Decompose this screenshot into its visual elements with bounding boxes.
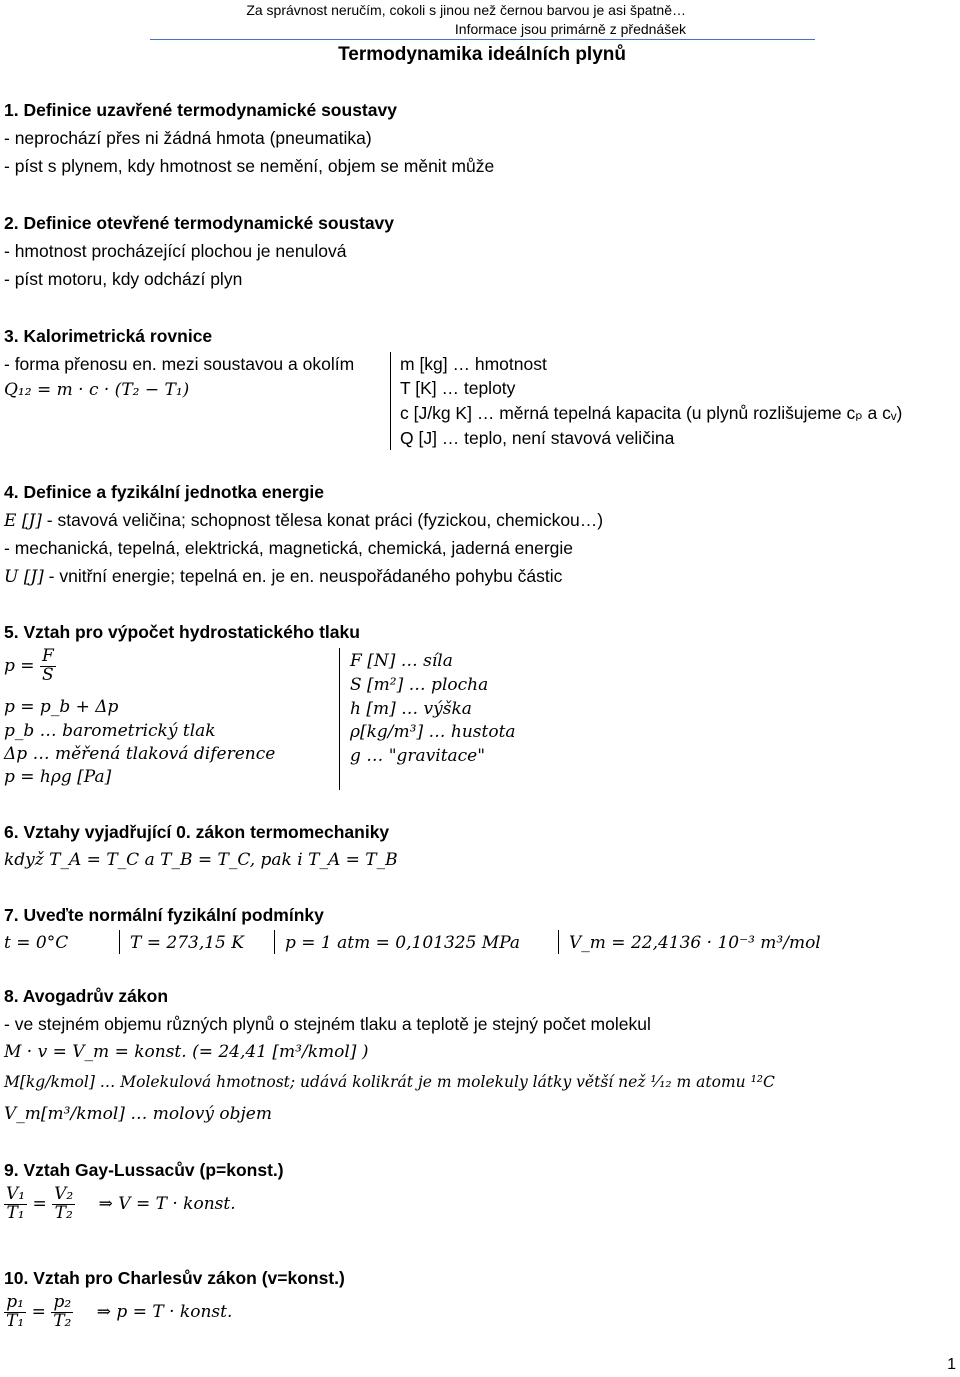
internal-energy-symbol: U [J] [4, 567, 44, 587]
s4-heading: 4. Definice a fyzikální jednotka energie [4, 482, 324, 502]
header-underline [150, 39, 815, 40]
s3-formula: Q₁₂ = m · c · (T₂ − T₁) [4, 380, 190, 400]
s10-formula [4, 1294, 232, 1331]
equals-sign: = [32, 1193, 47, 1214]
s3-legend-item: c [J/kg K] … měrná tepelná kapacita (u plynů rozlišujeme cₚ a cᵥ) [400, 403, 903, 423]
s5-legend-item: F [N] … síla [350, 651, 453, 671]
s5-f1-lhs: p = [4, 655, 40, 676]
s5-legend-item: g … "gravitace" [350, 746, 486, 766]
s8-molecular-mass: M[kg/kmol] … Molekulová hmotnost; udává kolikrát je m molekuly látky větší než ¹⁄₁₂ m atomu ¹²C [4, 1073, 775, 1091]
s10-heading: 10. Vztah pro Charlesův zákon (v=konst.) [4, 1268, 345, 1288]
s7-divider [274, 930, 275, 954]
s7-temperature-c: t = 0°C [4, 933, 69, 953]
energy-symbol: E [J] [4, 511, 42, 531]
s5-legend-item: h [m] … výška [350, 699, 472, 719]
s10-rhs: ⇒ p = T · konst. [96, 1301, 233, 1322]
s3-legend-item: m [kg] … hmotnost [400, 354, 547, 374]
page-title: Termodynamika ideálních plynů [338, 44, 626, 65]
s3-divider [390, 352, 391, 450]
s1-heading: 1. Definice uzavřené termodynamické soustavy [4, 100, 397, 120]
fraction-denominator: T₁ [6, 1202, 25, 1223]
s5-legend-item: ρ[kg/m³] … hustota [350, 722, 516, 742]
s5-fraction [40, 648, 56, 685]
s9-rhs: ⇒ V = T · konst. [98, 1193, 236, 1214]
fraction-denominator: T₂ [54, 1202, 73, 1223]
s7-divider [558, 930, 559, 954]
fraction-denominator: T₁ [6, 1310, 25, 1331]
s3-legend-item: Q [J] … teplo, není stavová veličina [400, 428, 675, 448]
s7-molar-volume: V_m = 22,4136 · 10⁻³ m³/mol [569, 933, 821, 953]
s6-heading: 6. Vztahy vyjadřující 0. zákon termomechaniky [4, 822, 390, 842]
s5-formula-barometric: p_b … barometrický tlak [4, 721, 216, 741]
fraction-numerator: p₂ [53, 1292, 72, 1312]
s9-fraction-right [52, 1186, 75, 1223]
s3-heading: 3. Kalorimetrická rovnice [4, 326, 213, 346]
s2-line1: - hmotnost procházející plochou je nenulová [4, 241, 347, 261]
page-number: 1 [947, 1356, 956, 1373]
s4-line3-text: - vnitřní energie; tepelná en. je en. neuspořádaného pohybu částic [43, 566, 563, 586]
header-source: Informace jsou primárně z přednášek [454, 21, 686, 37]
s5-heading: 5. Vztah pro výpočet hydrostatického tlaku [4, 622, 360, 642]
s9-heading: 9. Vztah Gay-Lussacův (p=konst.) [4, 1160, 284, 1180]
s5-formula-difference: Δp … měřená tlaková diference [4, 744, 276, 764]
s2-heading: 2. Definice otevřené termodynamické soustavy [4, 213, 395, 233]
s5-legend-item: S [m²] … plocha [350, 675, 489, 695]
equals-sign: = [31, 1301, 46, 1322]
s1-line1: - neprochází přes ni žádná hmota (pneumatika) [4, 128, 372, 148]
s8-line1: - ve stejném objemu různých plynů o stejném tlaku a teplotě je stejný počet molekul [4, 1014, 651, 1034]
s5-formula-hydrostatic: p = hρg [Pa] [4, 767, 112, 787]
s4-line1 [4, 510, 603, 531]
s1-line2: - píst s plynem, kdy hmotnost se nemění, objem se měnit může [4, 156, 495, 176]
s3-line1: - forma přenosu en. mezi soustavou a okolím [4, 354, 355, 374]
s7-pressure: p = 1 atm = 0,101325 MPa [285, 933, 521, 953]
s7-divider [119, 930, 120, 954]
s5-divider [339, 648, 340, 790]
fraction-denominator: S [42, 664, 54, 685]
s4-line2: - mechanická, tepelná, elektrická, magnetická, chemická, jaderná energie [4, 538, 574, 558]
s9-formula [4, 1186, 236, 1223]
fraction-numerator: V₁ [6, 1184, 26, 1204]
s10-fraction-right [51, 1294, 73, 1331]
s5-formula-pressure [4, 648, 56, 685]
s8-molar-volume: V_m[m³/kmol] … molový objem [4, 1104, 272, 1124]
s4-line1-text: - stavová veličina; schopnost tělesa konat práci (fyzickou, chemickou…) [41, 510, 604, 530]
s3-legend-item: T [K] … teploty [400, 378, 516, 398]
fraction-denominator: T₂ [53, 1310, 72, 1331]
s7-temperature-k: T = 273,15 K [130, 933, 244, 953]
header-disclaimer: Za správnost neručím, cokoli s jinou než černou barvou je asi špatně… [246, 2, 686, 18]
s9-fraction-left [4, 1186, 27, 1223]
fraction-numerator: F [41, 646, 54, 666]
s8-heading: 8. Avogadrův zákon [4, 986, 169, 1006]
fraction-numerator: V₂ [54, 1184, 74, 1204]
s2-line2: - píst motoru, kdy odchází plyn [4, 269, 243, 289]
s6-formula: když T_A = T_C a T_B = T_C, pak i T_A = T_B [4, 850, 398, 870]
s5-formula-total: p = p_b + Δp [4, 697, 119, 717]
s7-heading: 7. Uveďte normální fyzikální podmínky [4, 905, 324, 925]
fraction-numerator: p₁ [6, 1292, 24, 1312]
s4-line3 [4, 566, 562, 587]
s10-fraction-left [4, 1294, 26, 1331]
s8-formula: M · v = V_m = konst. (= 24,41 [m³/kmol] ) [4, 1042, 369, 1062]
